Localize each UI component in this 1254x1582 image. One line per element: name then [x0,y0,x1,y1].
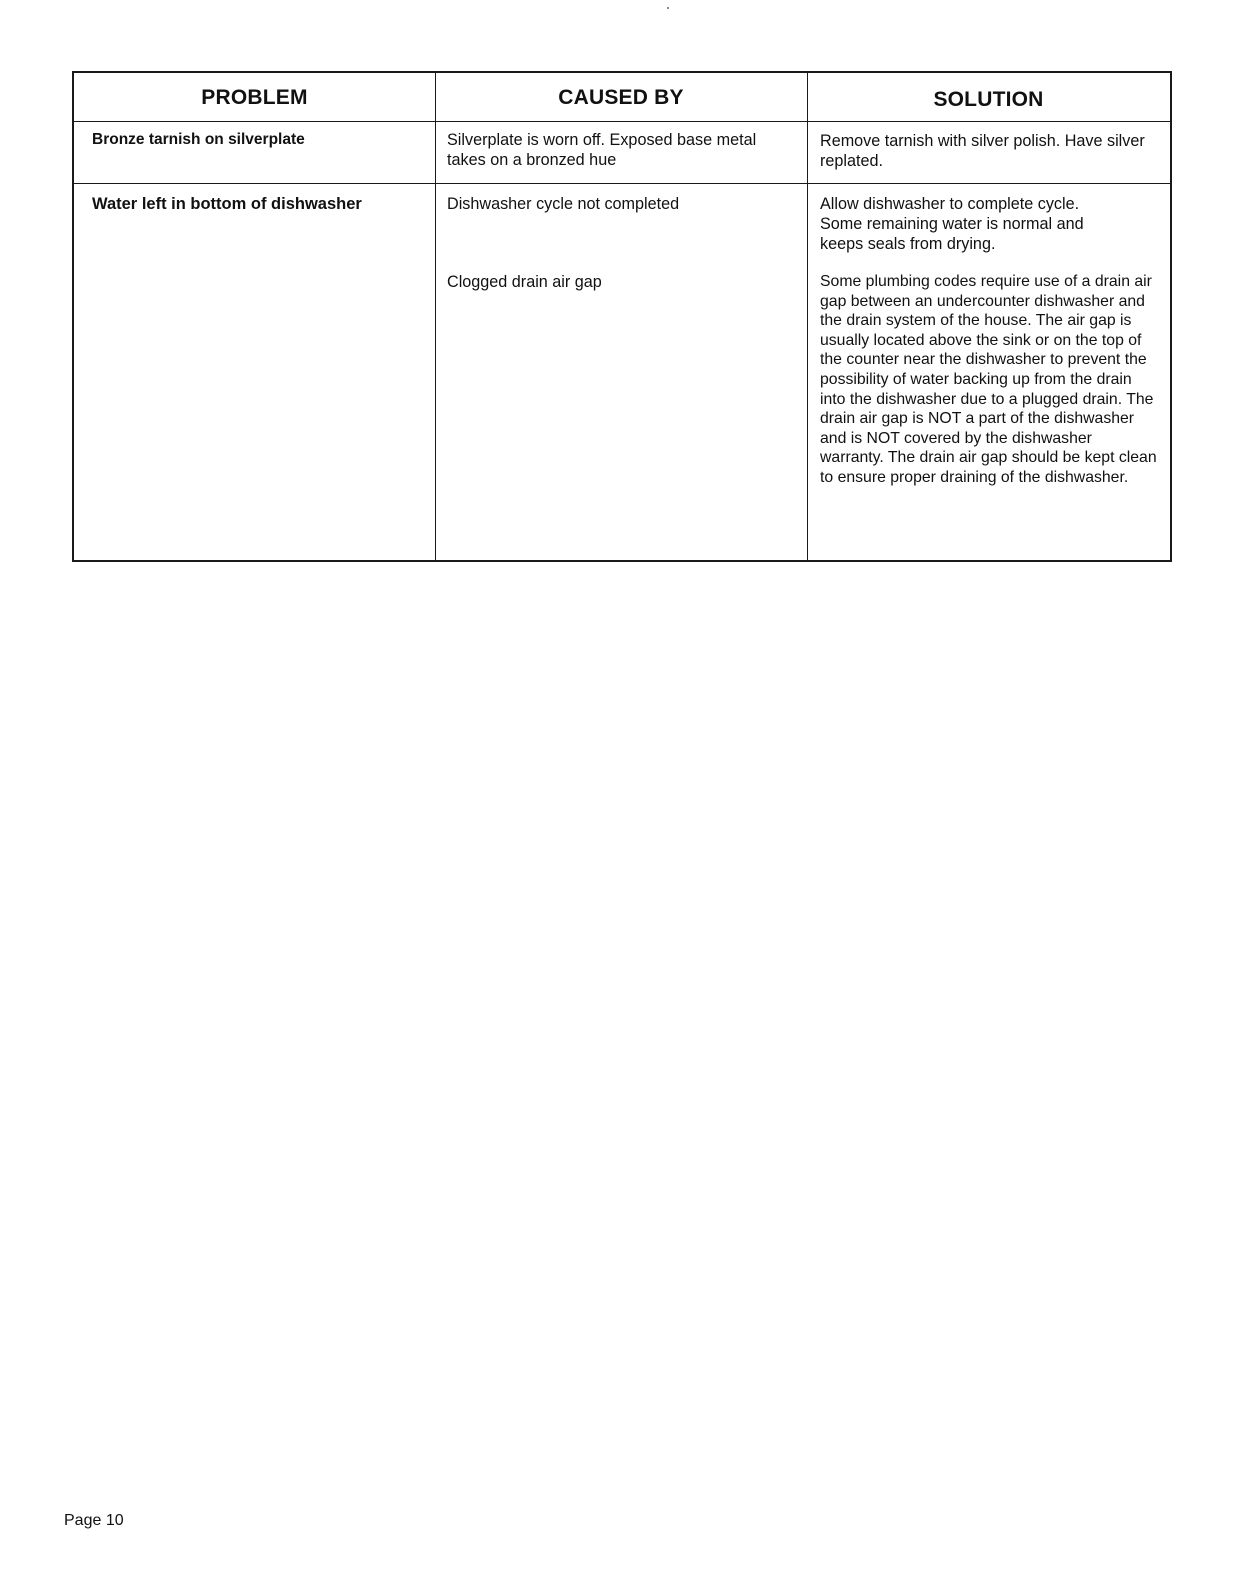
troubleshooting-table [72,71,1172,562]
row-2-solution-1: Allow dishwasher to complete cycle. Some remaining water is normal and keeps seals from drying. [820,195,1084,253]
column-divider [435,73,436,560]
header-problem: PROBLEM [201,86,308,109]
header-solution: SOLUTION [933,88,1044,111]
row-1-problem: Bronze tarnish on silverplate [92,131,305,148]
row-1-solution: Remove tarnish with silver polish. Have silver replated. [820,132,1145,170]
scan-speck [667,7,669,9]
row-2-cause-1: Dishwasher cycle not completed [447,195,680,213]
row-2-solution-2: Some plumbing codes require use of a drain air gap between an undercounter dishwasher and the drain system of the house. The air gap is usually located above the sink or on the top of the counter near the dishwasher to prevent the possibility of water backing up from the drain into the dishwasher due to a plugged drain. The drain air gap is NOT a part of the dishwasher and is NOT covered by the dishwasher warranty. The drain air gap should be kept clean to ensure proper draining of the dishwasher. [820,273,1157,486]
header-row-divider [74,121,1170,122]
page-number: Page 10 [64,1512,124,1529]
column-divider [807,73,808,560]
row-2-problem: Water left in bottom of dishwasher [92,195,362,213]
header-caused-by: CAUSED BY [558,86,684,109]
row-divider [74,183,1170,184]
row-1-cause: Silverplate is worn off. Exposed base metal takes on a bronzed hue [447,131,757,169]
row-2-cause-2: Clogged drain air gap [447,273,602,291]
